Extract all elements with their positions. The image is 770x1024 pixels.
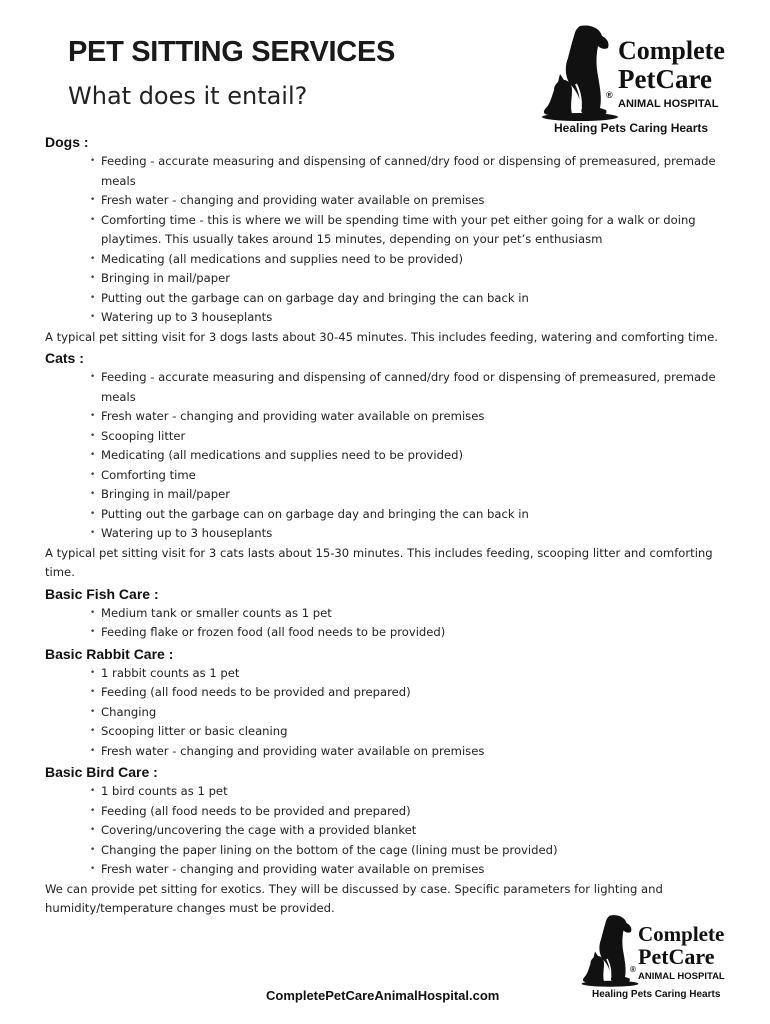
cats-visit-note: A typical pet sitting visit for 3 cats lasts about 15-30 minutes. This includes feeding, scooping litter and comforting time. [45,545,713,579]
list-item: • 1 bird counts as 1 pet [90,782,725,802]
logo-line-complete: Complete [618,36,725,65]
list-item: • 1 rabbit counts as 1 pet [90,664,725,684]
rabbit-list [45,664,725,762]
dogs-list [45,152,725,328]
company-logo [540,22,740,140]
list-item: • Covering/uncovering the cage with a provided blanket [90,821,725,841]
exotics-note: We can provide pet sitting for exotics. They will be discussed by case. Specific parameters for lighting and humidity/temperature changes must be provided. [45,881,663,915]
list-item: • Medicating (all medications and supplies need to be provided) [90,446,725,466]
list-item: • Fresh water - changing and providing water available on premises [90,742,725,762]
list-item: • Fresh water - changing and providing water available on premises [90,860,725,880]
logo-registered-mark: ® [630,965,636,974]
list-item: • Putting out the garbage can on garbage day and bringing the can back in [90,505,725,525]
services-content [45,131,725,919]
cats-list [45,368,725,544]
dogs-visit-note: A typical pet sitting visit for 3 dogs lasts about 30-45 minutes. This includes feeding, watering and comforting time. [45,329,718,344]
list-item: • Changing the paper lining on the bottom of the cage (lining must be provided) [90,841,725,861]
section-heading-dogs: Dogs : [45,134,89,150]
logo-line-hospital: ANIMAL HOSPITAL [638,971,725,982]
list-item: • Fresh water - changing and providing water available on premises [90,407,725,427]
footer-website-link[interactable]: CompletePetCareAnimalHospital.com [266,988,500,1003]
section-heading-bird: Basic Bird Care : [45,764,158,780]
page-title: PET SITTING SERVICES [68,36,396,68]
logo-registered-mark: ® [606,90,613,100]
list-item: • Scooping litter [90,427,725,447]
logo-tagline: Healing Pets Caring Hearts [592,989,721,1000]
fish-list [45,604,725,643]
company-logo-footer [580,912,740,1004]
list-item: • Bringing in mail/paper [90,269,725,289]
list-item: • Feeding - accurate measuring and dispensing of canned/dry food or dispensing of premeasured, premade meals [90,368,725,407]
bird-list [45,782,725,880]
list-item: • Bringing in mail/paper [90,485,725,505]
list-item: • Watering up to 3 houseplants [90,524,725,544]
dog-cat-silhouette-icon [580,912,640,988]
list-item: • Watering up to 3 houseplants [90,308,725,328]
list-item: • Changing [90,703,725,723]
list-item: • Scooping litter or basic cleaning [90,722,725,742]
logo-line-petcare: PetCare [618,64,712,94]
logo-line-petcare: PetCare [638,944,715,969]
list-item: • Feeding (all food needs to be provided and prepared) [90,802,725,822]
list-item: • Putting out the garbage can on garbage day and bringing the can back in [90,289,725,309]
section-heading-fish: Basic Fish Care : [45,585,159,602]
logo-line-complete: Complete [638,922,725,946]
list-item: • Comforting time [90,466,725,486]
logo-tagline: Healing Pets Caring Hearts [554,121,709,135]
list-item: • Medium tank or smaller counts as 1 pet [90,604,725,624]
list-item: • Feeding flake or frozen food (all food needs to be provided) [90,623,725,643]
section-heading-rabbit: Basic Rabbit Care : [45,645,174,662]
list-item: • Medicating (all medications and supplies need to be provided) [90,250,725,270]
section-heading-cats: Cats : [45,350,84,366]
list-item: • Comforting time - this is where we will be spending time with your pet either going for a walk or doing playtimes. This usually takes around 15 minutes, depending on your pet’s enthusiasm [90,211,725,250]
list-item: • Fresh water - changing and providing water available on premises [90,191,725,211]
dog-cat-silhouette-icon [540,22,620,122]
page-subtitle: What does it entail? [68,82,308,110]
logo-line-hospital: ANIMAL HOSPITAL [618,98,719,110]
list-item: • Feeding - accurate measuring and dispensing of canned/dry food or dispensing of premeasured, premade meals [90,152,725,191]
list-item: • Feeding (all food needs to be provided and prepared) [90,683,725,703]
